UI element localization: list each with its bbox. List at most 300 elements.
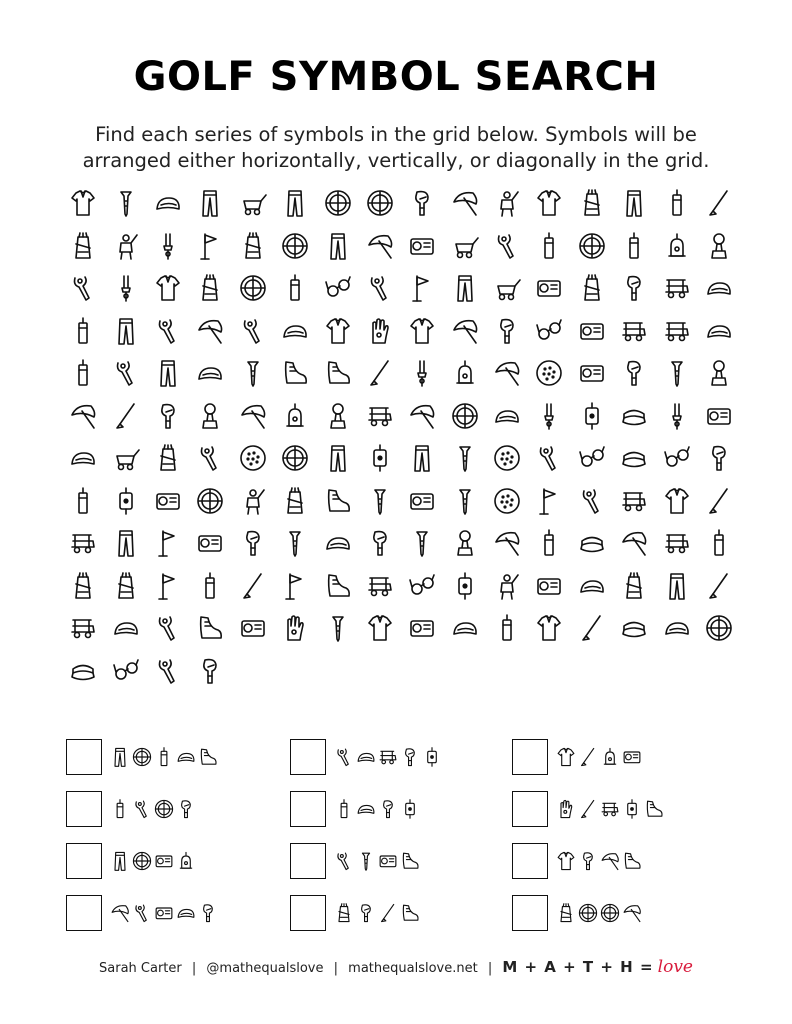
grid-cell xyxy=(62,310,104,353)
grid-cell xyxy=(655,395,697,438)
grid-cell xyxy=(655,522,697,565)
grid-cell xyxy=(104,310,146,353)
divot-icon xyxy=(366,274,394,302)
grid-cell xyxy=(401,480,443,523)
word-bank-item xyxy=(512,842,732,880)
visor-icon xyxy=(578,529,606,557)
umbrella-icon xyxy=(622,903,642,923)
checkbox[interactable] xyxy=(290,791,326,827)
golfer-icon xyxy=(493,189,521,217)
grid-cell xyxy=(274,310,316,353)
rangefinder-icon xyxy=(239,614,267,642)
trophy-icon xyxy=(705,359,733,387)
grid-cell xyxy=(359,352,401,395)
pants-icon xyxy=(408,444,436,472)
grid-cell xyxy=(401,352,443,395)
grid-cell xyxy=(444,395,486,438)
bag-icon xyxy=(196,274,224,302)
umbrella-icon xyxy=(196,317,224,345)
shoe-icon xyxy=(400,851,420,871)
wagon-icon xyxy=(493,274,521,302)
headcover-icon xyxy=(196,657,224,685)
grid-cell xyxy=(655,182,697,225)
towel-icon xyxy=(493,614,521,642)
grid-cell xyxy=(571,480,613,523)
grid-cell xyxy=(444,522,486,565)
towel-icon xyxy=(196,572,224,600)
grid-cell xyxy=(104,267,146,310)
grid-cell xyxy=(359,310,401,353)
shoe-icon xyxy=(281,359,309,387)
grid-cell xyxy=(444,310,486,353)
symbol-grid xyxy=(62,182,740,692)
headcover-icon xyxy=(176,799,196,819)
ball-icon xyxy=(493,487,521,515)
cap-icon xyxy=(705,317,733,345)
tag-icon xyxy=(578,402,606,430)
author-name: Sarah Carter xyxy=(99,961,182,976)
checkbox[interactable] xyxy=(290,843,326,879)
grid-cell xyxy=(401,182,443,225)
grid-cell xyxy=(62,565,104,608)
target-icon xyxy=(600,903,620,923)
cart-icon xyxy=(366,402,394,430)
flag-icon xyxy=(408,274,436,302)
cart-icon xyxy=(620,487,648,515)
word-bank-item xyxy=(66,842,286,880)
grid-cell xyxy=(147,395,189,438)
tee-icon xyxy=(281,529,309,557)
visor-icon xyxy=(69,657,97,685)
headcover-icon xyxy=(620,274,648,302)
grid-cell xyxy=(444,182,486,225)
grid-cell xyxy=(104,522,146,565)
grid-cell xyxy=(104,182,146,225)
headcover-icon xyxy=(400,747,420,767)
grid-cell xyxy=(189,565,231,608)
brush-icon xyxy=(154,232,182,260)
grid-cell xyxy=(189,352,231,395)
grid-cell xyxy=(655,352,697,395)
grid-cell xyxy=(401,565,443,608)
club-icon xyxy=(112,402,140,430)
grid-cell xyxy=(274,182,316,225)
rangefinder-icon xyxy=(154,903,174,923)
pants-icon xyxy=(281,189,309,217)
cart-icon xyxy=(69,614,97,642)
shoe-icon xyxy=(324,572,352,600)
grid-cell xyxy=(571,395,613,438)
club-icon xyxy=(705,572,733,600)
word-bank-item xyxy=(290,894,510,932)
grid-cell xyxy=(655,310,697,353)
ball-icon xyxy=(535,359,563,387)
shirt-icon xyxy=(663,487,691,515)
headcover-icon xyxy=(378,799,398,819)
separator: | xyxy=(333,961,339,976)
headcover-icon xyxy=(578,851,598,871)
cap-icon xyxy=(663,614,691,642)
rangefinder-icon xyxy=(535,572,563,600)
bag-icon xyxy=(154,444,182,472)
grid-cell xyxy=(189,480,231,523)
grid-cell xyxy=(528,607,570,650)
grid-cell xyxy=(486,607,528,650)
pants-icon xyxy=(154,359,182,387)
word-bank-item xyxy=(512,738,732,776)
divot-icon xyxy=(112,359,140,387)
cart-icon xyxy=(600,799,620,819)
symbol-series xyxy=(334,747,444,767)
grid-cell xyxy=(444,352,486,395)
word-bank-column xyxy=(66,738,286,946)
checkbox[interactable] xyxy=(512,739,548,775)
bell-icon xyxy=(663,232,691,260)
symbol-series xyxy=(110,747,220,767)
umbrella-icon xyxy=(493,529,521,557)
symbol-series xyxy=(110,799,198,819)
grid-cell xyxy=(528,267,570,310)
grid-cell xyxy=(486,225,528,268)
checkbox[interactable] xyxy=(66,843,102,879)
cart-icon xyxy=(69,529,97,557)
word-bank-item xyxy=(290,842,510,880)
word-bank-column xyxy=(512,738,732,946)
grid-cell xyxy=(571,437,613,480)
umbrella-icon xyxy=(408,402,436,430)
divot-icon xyxy=(578,487,606,515)
grid-cell xyxy=(698,225,740,268)
grid-cell xyxy=(613,437,655,480)
grid-cell xyxy=(698,522,740,565)
grid-cell xyxy=(613,522,655,565)
shoe-icon xyxy=(400,903,420,923)
shoe-icon xyxy=(324,487,352,515)
grid-cell xyxy=(528,395,570,438)
pants-icon xyxy=(110,747,130,767)
tag-icon xyxy=(422,747,442,767)
grid-cell xyxy=(316,565,358,608)
grid-cell xyxy=(62,480,104,523)
grid-cell xyxy=(316,522,358,565)
checkbox[interactable] xyxy=(66,791,102,827)
grid-cell xyxy=(698,395,740,438)
towel-icon xyxy=(69,359,97,387)
tee-icon xyxy=(324,614,352,642)
umbrella-icon xyxy=(600,851,620,871)
grid-cell xyxy=(571,352,613,395)
bag-icon xyxy=(556,903,576,923)
grid-cell xyxy=(698,607,740,650)
divot-icon xyxy=(334,747,354,767)
grid-cell xyxy=(104,437,146,480)
bag-icon xyxy=(578,189,606,217)
grid-cell xyxy=(401,522,443,565)
glasses-icon xyxy=(324,274,352,302)
grid-cell xyxy=(486,522,528,565)
grid-cell xyxy=(316,225,358,268)
ball-icon xyxy=(493,444,521,472)
symbol-series xyxy=(334,799,422,819)
word-bank-column xyxy=(290,738,510,946)
cap-icon xyxy=(112,614,140,642)
grid-cell xyxy=(274,395,316,438)
headcover-icon xyxy=(366,529,394,557)
towel-icon xyxy=(69,487,97,515)
visor-icon xyxy=(620,614,648,642)
pants-icon xyxy=(324,444,352,472)
bell-icon xyxy=(451,359,479,387)
grid-cell xyxy=(274,522,316,565)
towel-icon xyxy=(334,799,354,819)
grid-cell xyxy=(359,522,401,565)
checkbox[interactable] xyxy=(66,739,102,775)
grid-cell xyxy=(486,395,528,438)
grid-cell xyxy=(359,480,401,523)
towel-icon xyxy=(154,747,174,767)
cap-icon xyxy=(69,444,97,472)
grid-cell xyxy=(571,607,613,650)
divot-icon xyxy=(239,317,267,345)
golfer-icon xyxy=(493,572,521,600)
grid-cell xyxy=(316,395,358,438)
grid-cell xyxy=(444,565,486,608)
grid-cell xyxy=(147,310,189,353)
golfer-icon xyxy=(239,487,267,515)
divot-icon xyxy=(132,799,152,819)
rangefinder-icon xyxy=(408,614,436,642)
grid-cell xyxy=(698,267,740,310)
ball-icon xyxy=(239,444,267,472)
towel-icon xyxy=(705,529,733,557)
glasses-icon xyxy=(535,317,563,345)
shirt-icon xyxy=(535,614,563,642)
grid-cell xyxy=(528,480,570,523)
grid-cell xyxy=(189,650,231,693)
grid-cell xyxy=(655,437,697,480)
umbrella-icon xyxy=(620,529,648,557)
cart-icon xyxy=(366,572,394,600)
grid-cell xyxy=(147,565,189,608)
umbrella-icon xyxy=(110,903,130,923)
divot-icon xyxy=(154,317,182,345)
grid-cell xyxy=(359,267,401,310)
tee-icon xyxy=(239,359,267,387)
bag-icon xyxy=(334,903,354,923)
glasses-icon xyxy=(408,572,436,600)
grid-cell xyxy=(613,395,655,438)
grid-cell xyxy=(147,437,189,480)
club-icon xyxy=(578,614,606,642)
grid-cell xyxy=(359,225,401,268)
shirt-icon xyxy=(556,747,576,767)
rangefinder-icon xyxy=(408,232,436,260)
cart-icon xyxy=(663,317,691,345)
divot-icon xyxy=(196,444,224,472)
club-icon xyxy=(239,572,267,600)
grid-cell xyxy=(698,310,740,353)
trophy-icon xyxy=(451,529,479,557)
cap-icon xyxy=(705,274,733,302)
shirt-icon xyxy=(535,189,563,217)
grid-cell xyxy=(104,650,146,693)
grid-cell xyxy=(444,225,486,268)
tee-icon xyxy=(663,359,691,387)
grid-cell xyxy=(316,352,358,395)
umbrella-icon xyxy=(451,189,479,217)
grid-cell xyxy=(401,310,443,353)
grid-cell xyxy=(189,310,231,353)
bell-icon xyxy=(600,747,620,767)
grid-cell xyxy=(147,607,189,650)
cap-icon xyxy=(196,359,224,387)
target-icon xyxy=(578,232,606,260)
website: mathequalslove.net xyxy=(348,961,478,976)
brand-love-word: love xyxy=(657,957,693,977)
towel-icon xyxy=(535,529,563,557)
grid-cell xyxy=(62,522,104,565)
cart-icon xyxy=(663,274,691,302)
pants-icon xyxy=(620,189,648,217)
club-icon xyxy=(578,799,598,819)
symbol-series xyxy=(334,851,422,871)
target-icon xyxy=(196,487,224,515)
grid-cell xyxy=(655,607,697,650)
visor-icon xyxy=(620,444,648,472)
cap-icon xyxy=(176,747,196,767)
grid-cell xyxy=(359,565,401,608)
checkbox[interactable] xyxy=(512,791,548,827)
page-title: GOLF SYMBOL SEARCH xyxy=(133,54,659,100)
grid-cell xyxy=(232,225,274,268)
headcover-icon xyxy=(356,903,376,923)
club-icon xyxy=(705,487,733,515)
trophy-icon xyxy=(196,402,224,430)
grid-cell xyxy=(189,607,231,650)
headcover-icon xyxy=(493,317,521,345)
pants-icon xyxy=(196,189,224,217)
grid-cell xyxy=(401,225,443,268)
headcover-icon xyxy=(239,529,267,557)
grid-cell xyxy=(613,182,655,225)
grid-cell xyxy=(232,565,274,608)
grid-cell xyxy=(486,182,528,225)
divot-icon xyxy=(535,444,563,472)
grid-cell xyxy=(613,310,655,353)
word-bank-item xyxy=(290,738,510,776)
grid-cell xyxy=(655,267,697,310)
grid-cell xyxy=(316,437,358,480)
grid-cell xyxy=(655,480,697,523)
grid-cell xyxy=(232,352,274,395)
grid-cell xyxy=(274,267,316,310)
grid-cell xyxy=(528,225,570,268)
grid-cell xyxy=(698,352,740,395)
grid-cell xyxy=(62,267,104,310)
wagon-icon xyxy=(239,189,267,217)
glove-icon xyxy=(556,799,576,819)
grid-cell xyxy=(62,395,104,438)
club-icon xyxy=(366,359,394,387)
grid-cell xyxy=(613,225,655,268)
club-icon xyxy=(578,747,598,767)
grid-cell xyxy=(528,182,570,225)
rangefinder-icon xyxy=(705,402,733,430)
grid-cell xyxy=(359,437,401,480)
tag-icon xyxy=(366,444,394,472)
word-bank-item xyxy=(66,894,286,932)
grid-cell xyxy=(486,437,528,480)
grid-cell xyxy=(401,607,443,650)
divot-icon xyxy=(154,614,182,642)
grid-cell xyxy=(444,480,486,523)
target-icon xyxy=(578,903,598,923)
umbrella-icon xyxy=(366,232,394,260)
symbol-series xyxy=(556,799,666,819)
checkbox[interactable] xyxy=(512,843,548,879)
grid-cell xyxy=(444,607,486,650)
checkbox[interactable] xyxy=(66,895,102,931)
grid-cell xyxy=(104,225,146,268)
target-icon xyxy=(239,274,267,302)
tag-icon xyxy=(400,799,420,819)
glasses-icon xyxy=(112,657,140,685)
rangefinder-icon xyxy=(154,487,182,515)
target-icon xyxy=(281,232,309,260)
club-icon xyxy=(378,903,398,923)
flag-icon xyxy=(535,487,563,515)
divot-icon xyxy=(334,851,354,871)
flag-icon xyxy=(281,572,309,600)
grid-cell xyxy=(189,182,231,225)
pants-icon xyxy=(112,317,140,345)
grid-cell xyxy=(571,182,613,225)
instructions-text: Find each series of symbols in the grid below. Symbols will be arranged either horizontally, vertically, or diagonally in the grid. xyxy=(82,123,710,172)
grid-cell xyxy=(698,437,740,480)
checkbox[interactable] xyxy=(290,895,326,931)
cap-icon xyxy=(451,614,479,642)
pants-icon xyxy=(112,529,140,557)
shirt-icon xyxy=(366,614,394,642)
rangefinder-icon xyxy=(378,851,398,871)
flag-icon xyxy=(196,232,224,260)
headcover-icon xyxy=(154,402,182,430)
shirt-icon xyxy=(556,851,576,871)
wagon-icon xyxy=(451,232,479,260)
towel-icon xyxy=(620,232,648,260)
bag-icon xyxy=(578,274,606,302)
target-icon xyxy=(324,189,352,217)
glove-icon xyxy=(281,614,309,642)
grid-cell xyxy=(147,225,189,268)
grid-cell xyxy=(274,480,316,523)
symbol-series xyxy=(110,851,198,871)
target-icon xyxy=(132,747,152,767)
trophy-icon xyxy=(705,232,733,260)
grid-cell xyxy=(274,565,316,608)
social-handle: @mathequalslove xyxy=(206,961,324,976)
checkbox[interactable] xyxy=(290,739,326,775)
towel-icon xyxy=(110,799,130,819)
rangefinder-icon xyxy=(622,747,642,767)
glasses-icon xyxy=(578,444,606,472)
grid-cell xyxy=(147,352,189,395)
cart-icon xyxy=(378,747,398,767)
grid-cell xyxy=(274,352,316,395)
symbol-series xyxy=(556,851,644,871)
checkbox[interactable] xyxy=(512,895,548,931)
word-bank-item xyxy=(66,790,286,828)
